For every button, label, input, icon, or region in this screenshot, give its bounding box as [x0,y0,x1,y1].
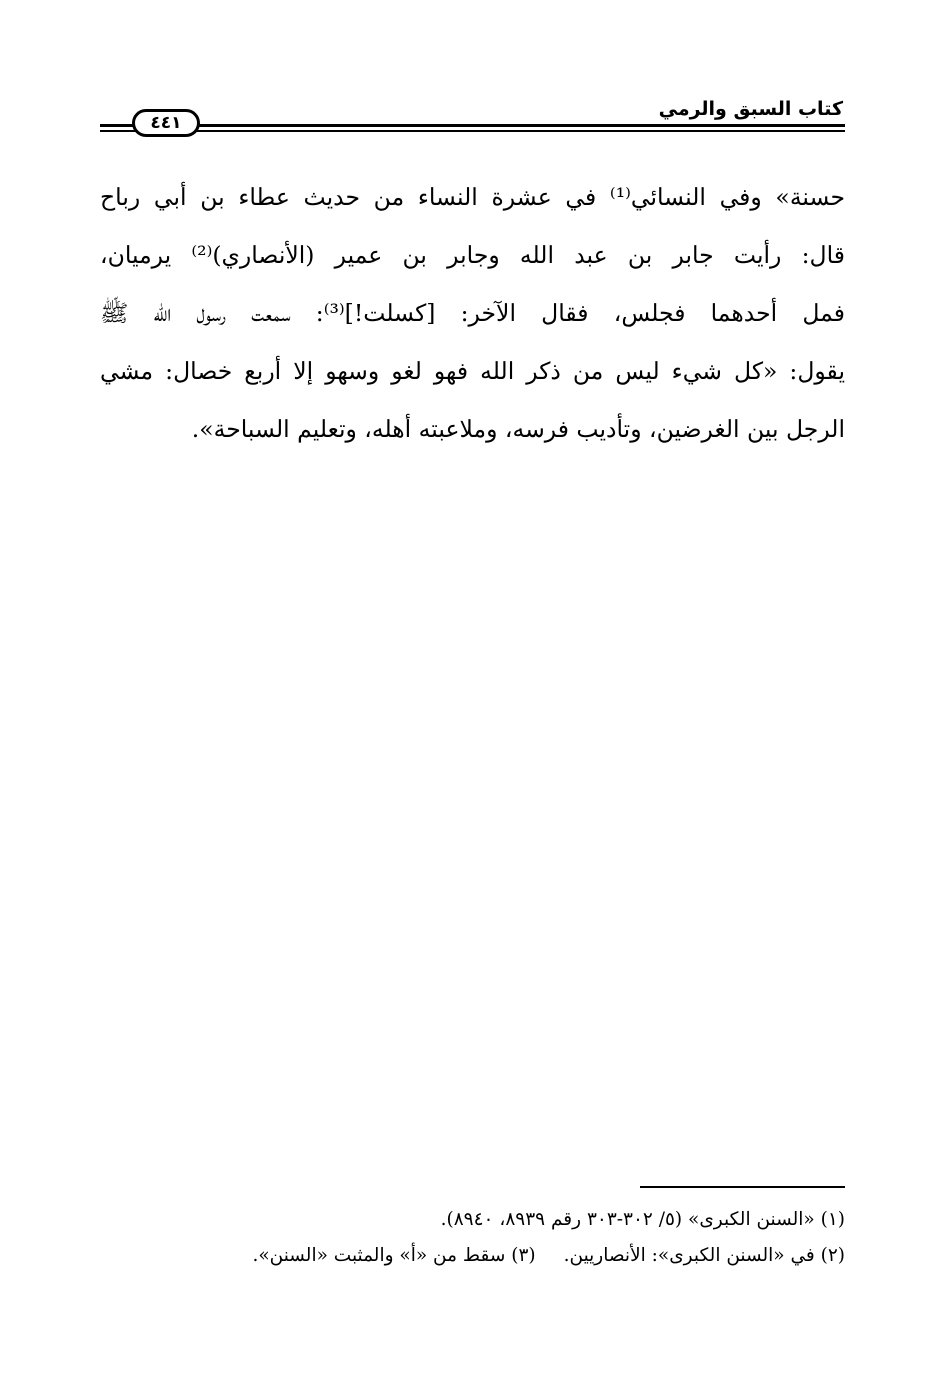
footnote-1: (١) «السنن الكبرى» (٥/ ٣٠٢-٣٠٣ رقم ٨٩٣٩، ٨٩٤٠). [440,1209,845,1230]
page-header [100,92,845,140]
footnotes [100,1202,845,1274]
running-header-title: كتاب السبق والرمي [658,98,843,120]
text-line-2: قال: رأيت جابر بن عبد الله وجابر بن عمير (الأنصاري)⁽²⁾ يرميان، [100,241,845,269]
text-line-4: يقول: «كل شيء ليس من ذكر الله فهو لغو وسهو إلا أربع خصال: مشي [100,357,845,385]
text-line-5: الرجل بين الغرضين، وتأديب فرسه، وملاعبته أهله، وتعليم السباحة». [191,415,845,443]
footnote-3: (٣) سقط من «أ» والمثبت «السنن». [252,1245,536,1266]
text-line-1: حسنة» وفي النسائي⁽¹⁾ في عشرة النساء من حديث عطاء بن أبي رباح [100,183,845,211]
footnote-separator [640,1186,845,1188]
page-number-badge: ٤٤١ [132,109,200,137]
footnote-row-2 [100,1238,845,1274]
footnote-2: (٢) في «السنن الكبرى»: الأنصاريين. [563,1245,845,1266]
header-rule-thin [100,130,845,132]
body-text [100,168,845,458]
header-rule-thick [100,124,845,127]
text-line-3: فمل أحدهما فجلس، فقال الآخر: [كسلت!]⁽³⁾: سمعت رسول الله ﷺ [100,299,845,327]
